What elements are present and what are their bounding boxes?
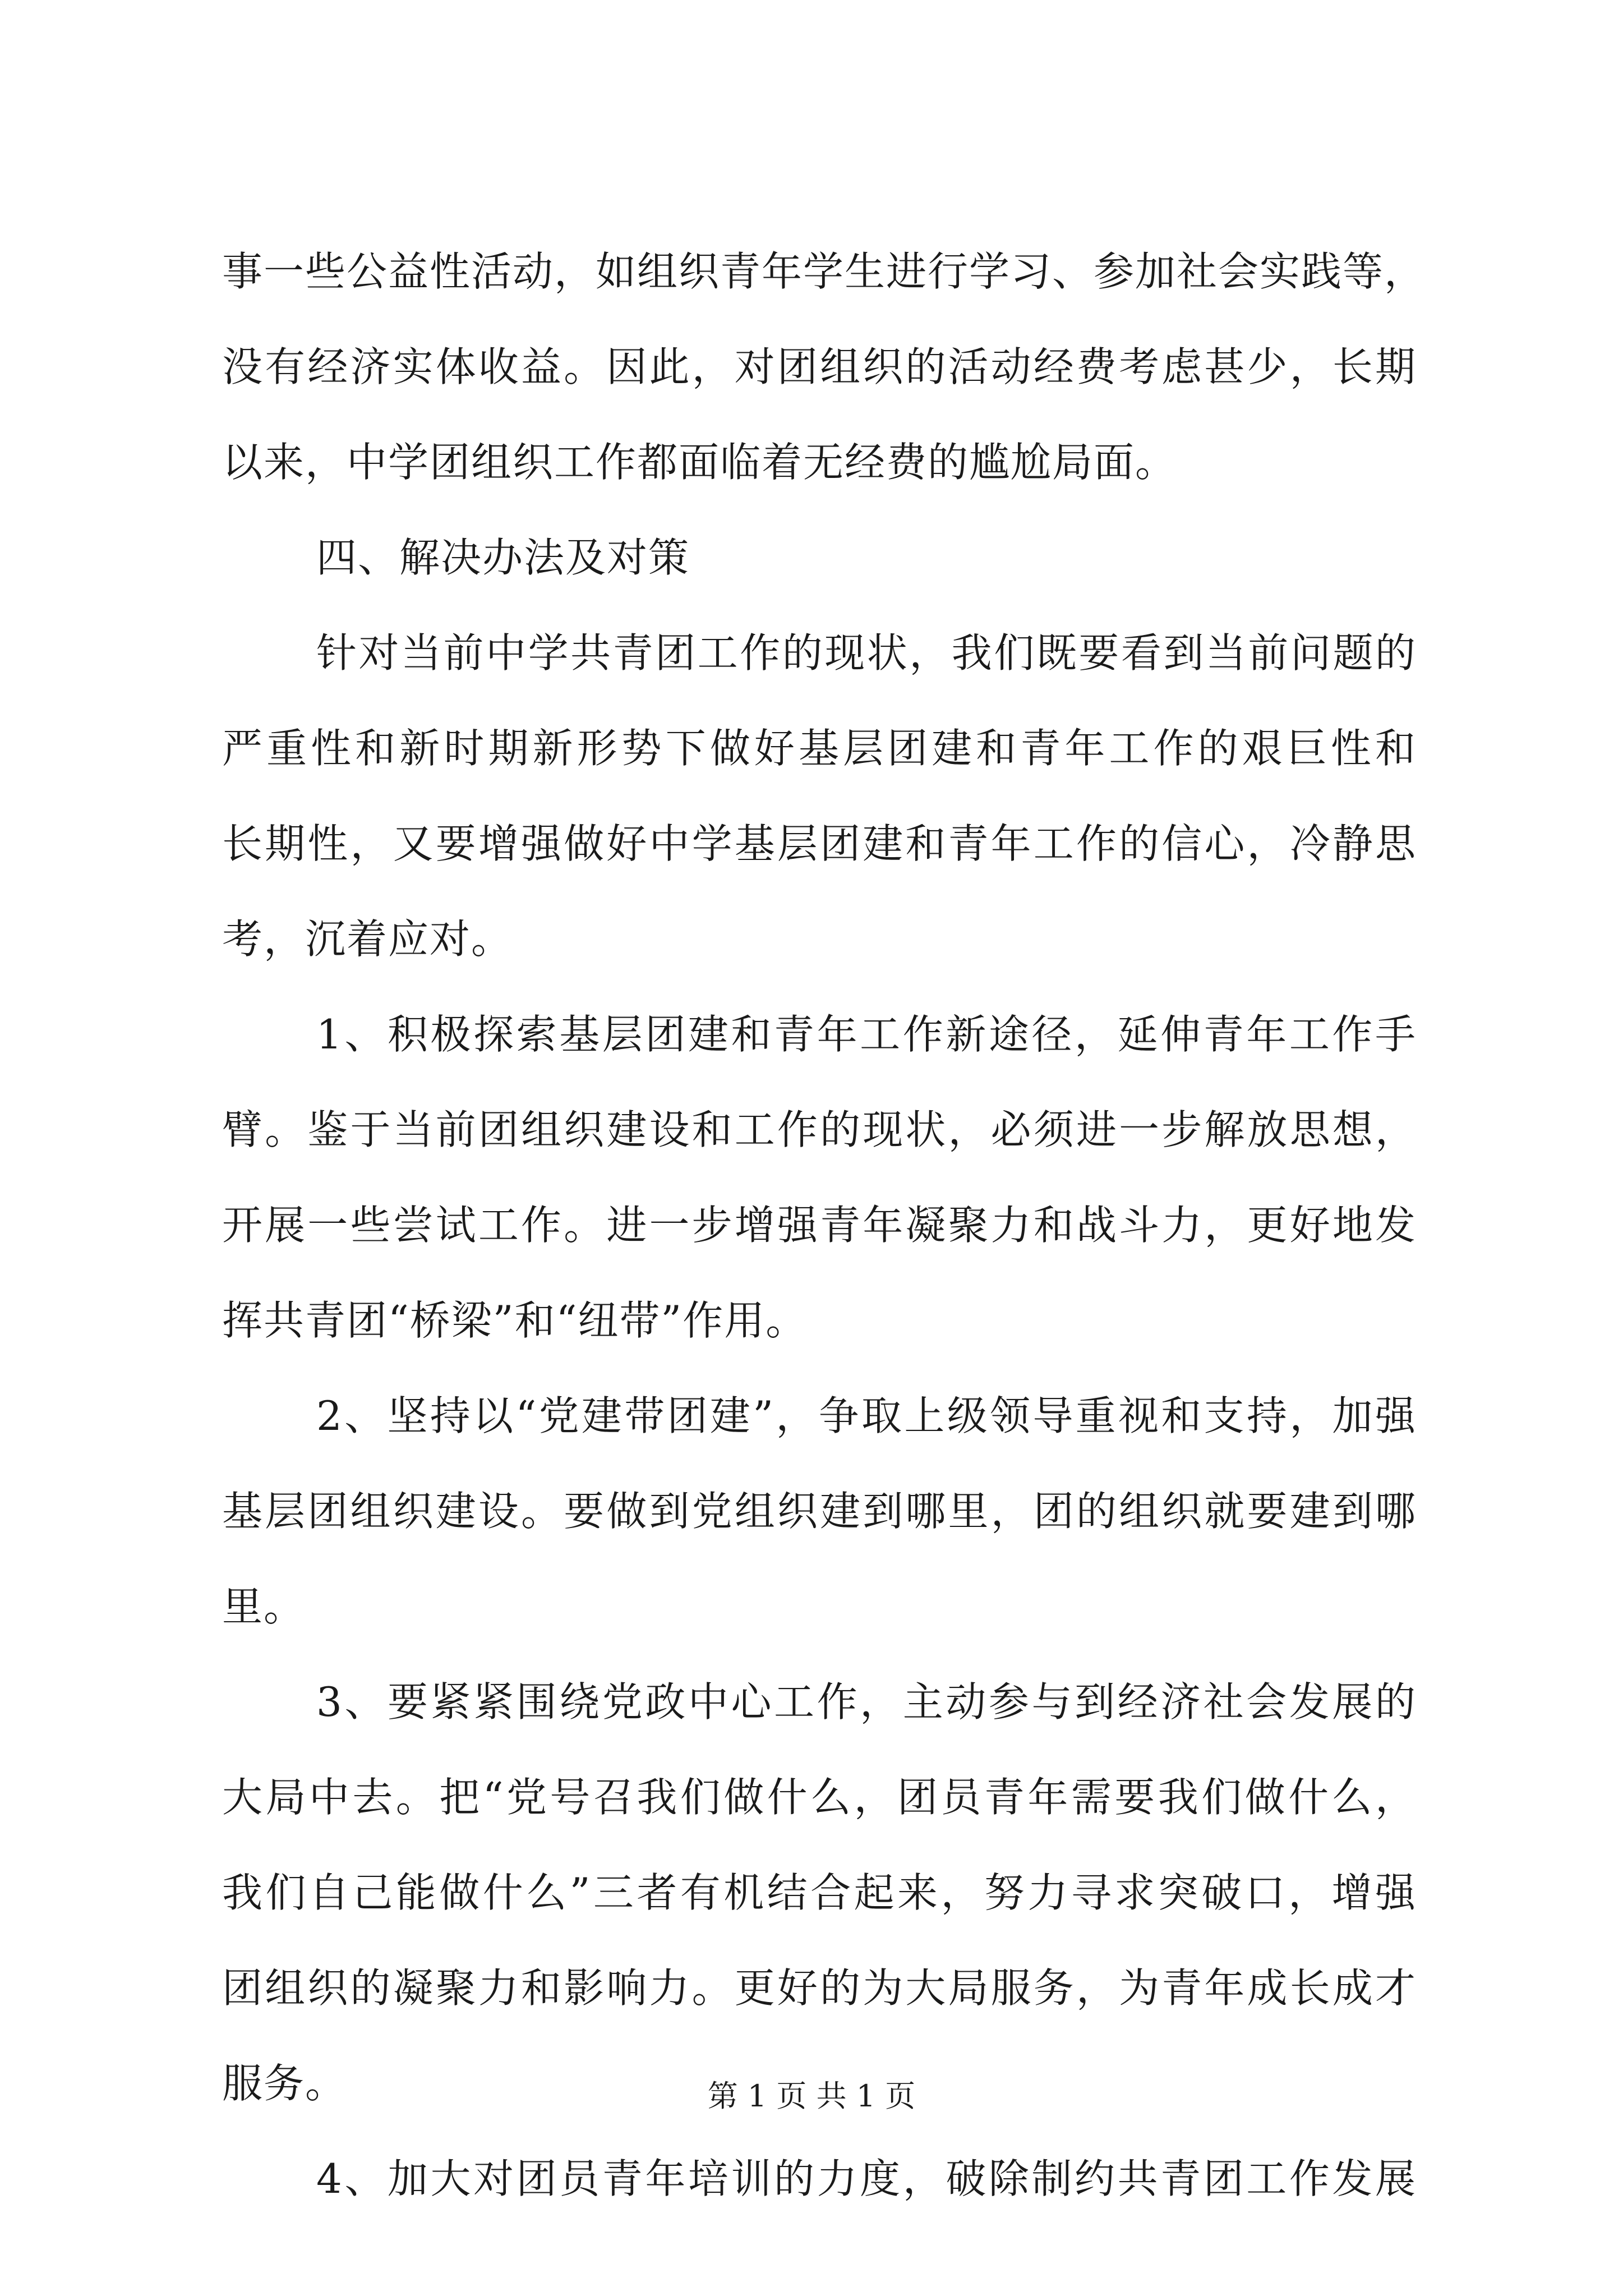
text-line: 四、解决办法及对策 — [316, 534, 690, 581]
text-line: 针对当前中学共青团工作的现状，我们既要看到当前问题的 — [316, 629, 1417, 677]
document-body — [222, 245, 1426, 2247]
text-line: 1、积极探索基层团建和青年工作新途径，延伸青年工作手 — [316, 1011, 1417, 1058]
text-line: 开展一些尝试工作。进一步增强青年凝聚力和战斗力，更好地发 — [222, 1202, 1417, 1249]
text-line: 3、要紧紧围绕党政中心工作，主动参与到经济社会发展的 — [316, 1678, 1417, 1726]
text-line: 服务。 — [222, 2060, 347, 2107]
text-line: 长期性，又要增强做好中学基层团建和青年工作的信心，冷静思 — [222, 820, 1417, 867]
text-line: 以来，中学团组织工作都面临着无经费的尴尬局面。 — [222, 439, 1177, 486]
text-line: 臂。鉴于当前团组织建设和工作的现状，必须进一步解放思想， — [222, 1106, 1417, 1153]
text-line: 4、加大对团员青年培训的力度，破除制约共青团工作发展 — [316, 2155, 1417, 2202]
text-line: 挥共青团“桥梁”和“纽带”作用。 — [222, 1297, 808, 1344]
text-line: 考，沉着应对。 — [222, 915, 513, 963]
text-line: 没有经济实体收益。因此，对团组织的活动经费考虑甚少，长期 — [222, 343, 1417, 390]
text-line: 团组织的凝聚力和影响力。更好的为大局服务，为青年成长成才 — [222, 1964, 1417, 2012]
page-footer: 第 1 页 共 1 页 — [707, 2078, 916, 2114]
text-line: 严重性和新时期新形势下做好基层团建和青年工作的艰巨性和 — [222, 725, 1417, 772]
text-line: 基层团组织建设。要做到党组织建到哪里，团的组织就要建到哪 — [222, 1488, 1417, 1535]
text-line: 里。 — [222, 1583, 306, 1630]
text-line: 2、坚持以“党建带团建”，争取上级领导重视和支持，加强 — [316, 1392, 1417, 1439]
text-line: 大局中去。把“党号召我们做什么，团员青年需要我们做什么， — [222, 1774, 1417, 1821]
text-line: 我们自己能做什么”三者有机结合起来，努力寻求突破口，增强 — [222, 1869, 1417, 1916]
text-line: 事一些公益性活动，如组织青年学生进行学习、参加社会实践等， — [222, 248, 1426, 295]
